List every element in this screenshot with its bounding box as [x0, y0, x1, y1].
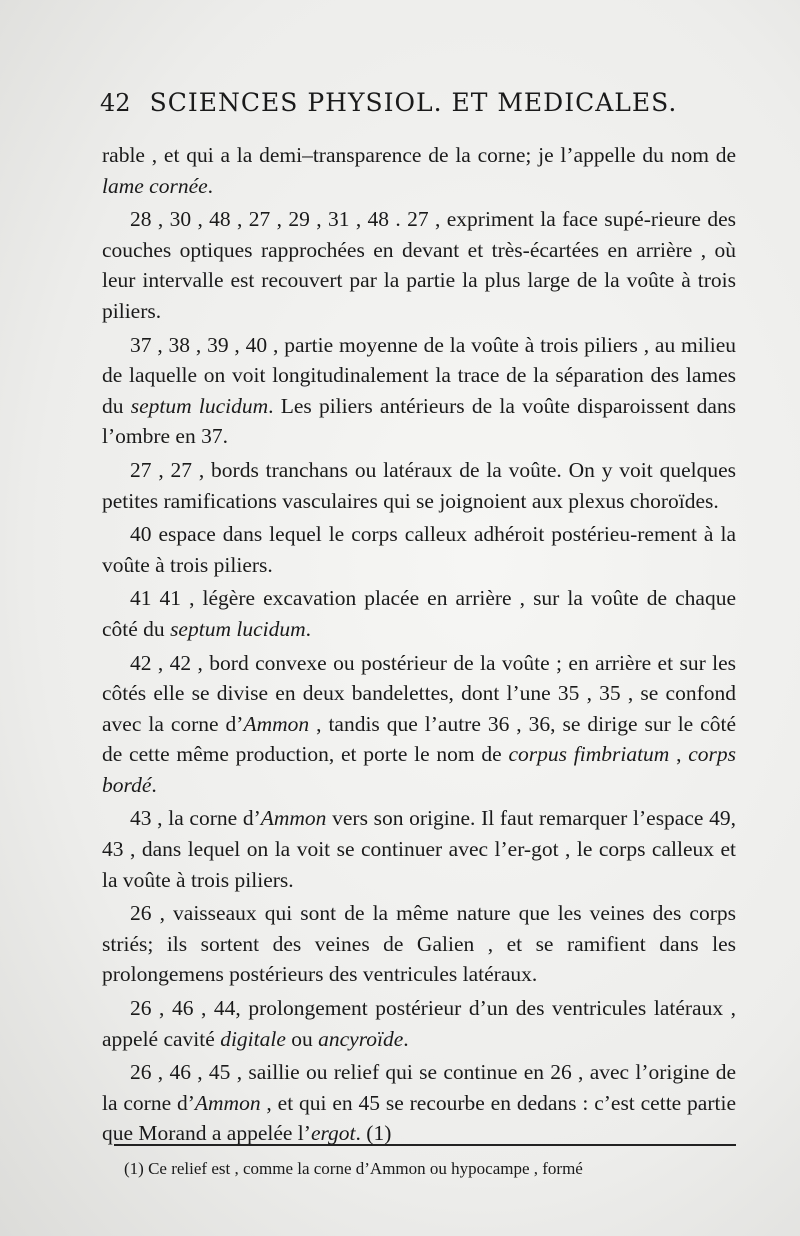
italic-text: corps bordé [102, 742, 736, 797]
paragraph [102, 898, 736, 990]
paragraph [102, 583, 736, 644]
italic-text: septum lucidum [130, 393, 269, 418]
text-run: 26 , vaisseaux qui sont de la même nature que les veines des corps striés; ils sortent des veines de Galien , et se ramifient dans les prolongemens postérieurs des ventricules latéraux. [102, 901, 736, 987]
body-text [102, 140, 736, 1149]
text-run: . [207, 173, 214, 198]
italic-text: Ammon [194, 1090, 261, 1115]
text-run: . (1) [355, 1121, 392, 1146]
text-run: rable , et qui a la demi–transparence de la corne; je l’appelle du nom de [102, 143, 736, 167]
text-run: 43 , la corne d’ [130, 806, 261, 831]
text-run: 28 , 30 , 48 , 27 , 29 , 31 , 48 . 27 , expriment la face supé-rieure des couches optiques rapprochées en devant et très-écartées en arrière , où leur intervalle est recouvert par la partie la plus large de la voûte à trois piliers. [102, 207, 736, 323]
italic-text: ancyroïde [318, 1026, 404, 1051]
footnote: (1) Ce relief est , comme la corne d’Ammon ou hypocampe , formé [124, 1159, 583, 1178]
text-run: 42 , 42 , bord convexe ou postérieur de la voûte ; en arrière et sur les côtés elle se divise en deux bandelettes, dont l’une 35 , 35 , se confond avec la corne d’ [102, 650, 736, 736]
text-run: , [669, 742, 689, 767]
text-run: 40 espace dans lequel le corps calleux adhéroit postérieu-rement à la voûte à trois piliers. [102, 522, 736, 577]
paragraph [102, 204, 736, 326]
paragraph [102, 519, 736, 580]
text-run: , tandis que l’autre 36 , 36, se dirige sur le côté de cette même production, et porte le nom de [102, 711, 736, 767]
text-run: , et qui en 45 se recourbe en dedans : c’est cette partie que Morand a appelée l’ [102, 1090, 737, 1146]
text-run: . Les piliers antérieurs de la voûte disparoissent dans l’ombre en 37. [102, 393, 736, 449]
italic-text: septum lucidum [170, 616, 306, 641]
italic-text: ergot [310, 1121, 356, 1146]
paragraph [102, 140, 736, 201]
text-run: . [403, 1026, 409, 1051]
italic-text: digitale [220, 1026, 286, 1051]
text-run: vers son origine. Il faut remarquer l’espace 49, 43 , dans lequel on la voit se continuer avec l’er-got , le corps calleux et la voûte à trois piliers. [102, 806, 736, 892]
text-run: ou [285, 1026, 319, 1051]
paragraph [102, 1057, 736, 1149]
footnote-rule [114, 1144, 736, 1146]
page-number: 42 [100, 89, 131, 117]
text-run: 41 41 , légère excavation placée en arrière , sur la voûte de chaque côté du [102, 586, 736, 641]
italic-text: Ammon [243, 711, 310, 736]
page-header [100, 88, 700, 128]
text-run: 37 , 38 , 39 , 40 , partie moyenne de la voûte à trois piliers , au milieu de laquelle on voit longitudinalement la trace de la séparation des lames du [102, 332, 736, 418]
text-run: . [151, 772, 157, 797]
italic-text: lame cornée [102, 173, 208, 198]
paragraph [102, 455, 736, 516]
paragraph [102, 803, 736, 895]
text-run: 26 , 46 , 44, prolongement postérieur d’un des ventricules latéraux , appelé cavité [102, 996, 736, 1051]
italic-text: corpus fimbriatum [508, 742, 670, 767]
italic-text: Ammon [260, 806, 327, 831]
paragraph [102, 993, 736, 1054]
paragraph [102, 330, 736, 452]
text-run: 26 , 46 , 45 , saillie ou relief qui se continue en 26 , avec l’origine de la corne d’ [102, 1060, 736, 1115]
paragraph [102, 648, 736, 801]
text-run: . [305, 616, 311, 641]
text-run: 27 , 27 , bords tranchans ou latéraux de la voûte. On y voit quelques petites ramifications vasculaires qui se joignoient aux plexus choroïdes. [102, 457, 736, 513]
running-head: SCIENCES PHYSIOL. ET MEDICALES. [149, 88, 678, 117]
